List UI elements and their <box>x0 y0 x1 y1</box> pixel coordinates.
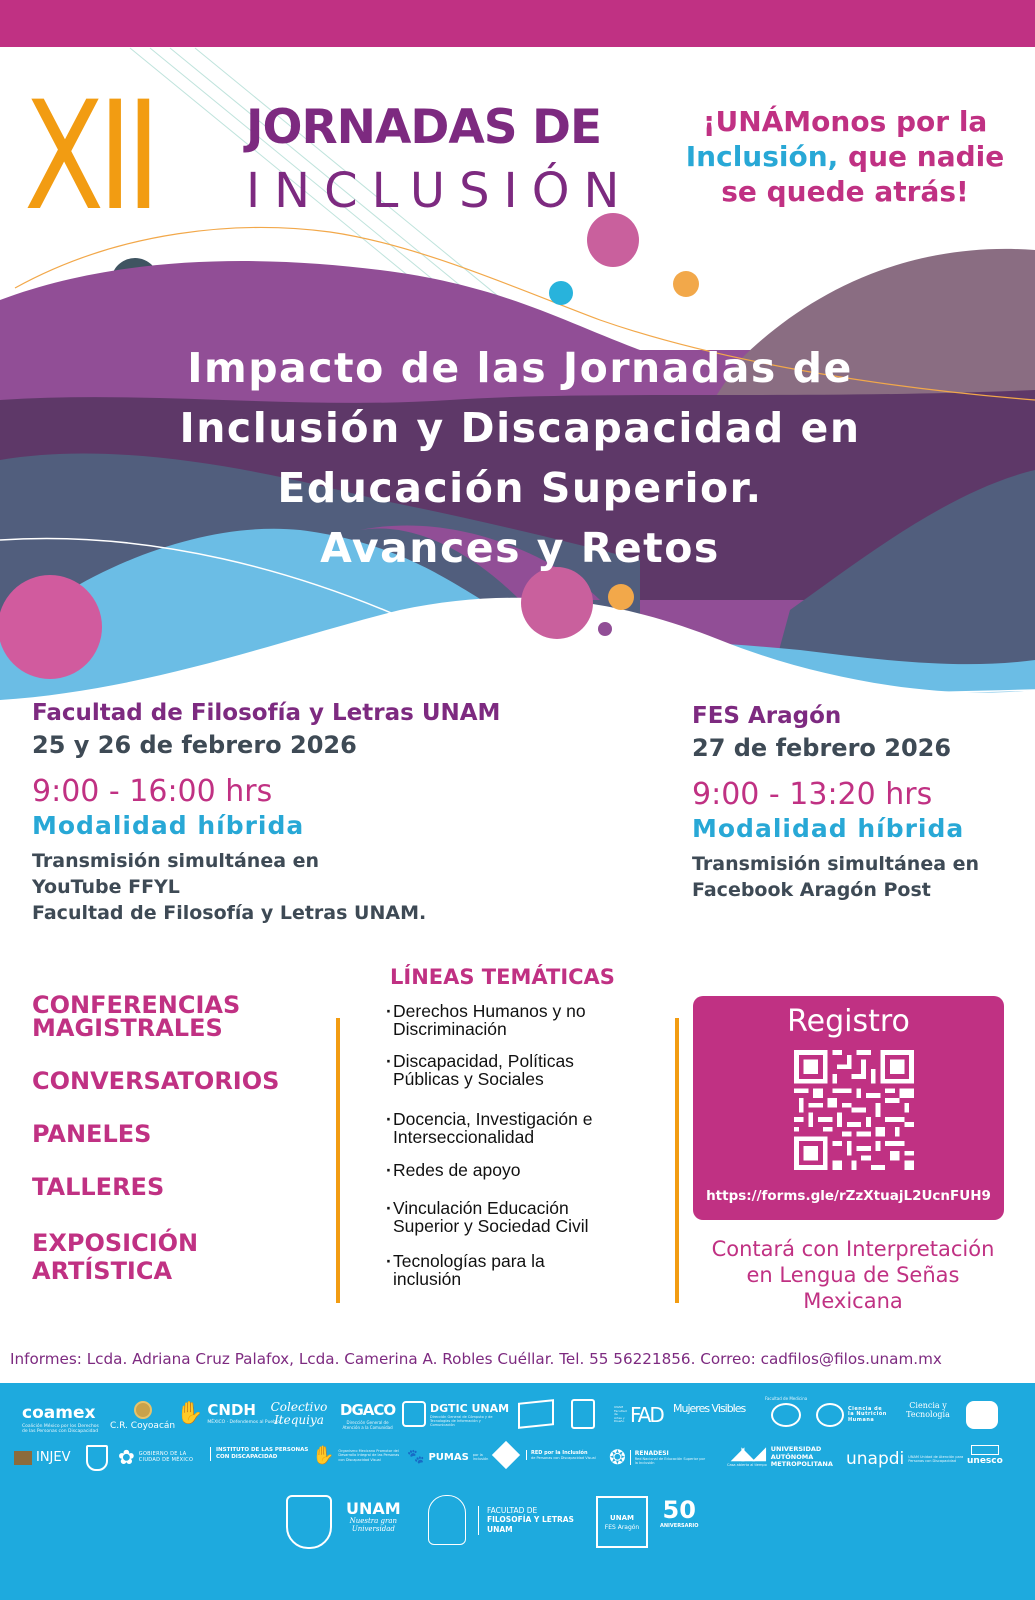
nutrition-icon <box>816 1403 844 1427</box>
logo-unam-nuestra-gran-universidad <box>346 1501 401 1533</box>
thematic-line-item <box>386 1252 545 1288</box>
logo-text: RED por la Inclusión <box>531 1450 588 1456</box>
venue-fes-aragon <box>692 701 1032 903</box>
logo-unapdi <box>846 1449 970 1469</box>
activity-item <box>32 991 241 1042</box>
logo-subtext: MÉXICO · Defendemos al Pueblo <box>207 1420 281 1425</box>
rotary-icon <box>134 1401 152 1419</box>
sign-language-line: en Lengua de Señas <box>746 1263 960 1287</box>
hand-icon: ✋ <box>176 1401 204 1426</box>
injev-mark-icon <box>14 1451 32 1465</box>
activity-label: EXPOSICIÓN <box>32 1229 199 1257</box>
thematic-line-text: Discriminación <box>393 1019 507 1039</box>
logo-subtext: de Personas con Discapacidad Visual <box>531 1456 596 1460</box>
logo-subtext: UNAM Facultad de Artes y Diseño <box>614 1405 627 1424</box>
activity-item <box>32 1067 280 1095</box>
logo-shield <box>86 1445 108 1471</box>
logo-text: FACULTAD DE <box>487 1505 538 1515</box>
main-title-line4: Avances y Retos <box>320 524 720 572</box>
transmission-line: Facultad de Filosofía y Letras UNAM. <box>32 902 427 924</box>
transmission-line: Transmisión simultánea en <box>32 850 320 872</box>
venue-hours: 9:00 - 16:00 hrs <box>32 774 273 809</box>
logo-text: C.R. Coyoacán <box>110 1421 176 1431</box>
unam-shield-icon <box>402 1401 426 1427</box>
medicine-seal-icon <box>771 1403 801 1427</box>
activity-item <box>32 1229 199 1285</box>
sign-language-line: Contará con Interpretación <box>711 1237 995 1261</box>
slogan <box>670 104 1020 209</box>
logo-text: GOBIERNO DE LA CIUDAD DE MÉXICO <box>138 1451 194 1463</box>
activity-label: TALLERES <box>32 1173 165 1201</box>
logo-text: UNIVERSIDAD AUTÓNOMA METROPOLITANA <box>770 1445 833 1469</box>
logo-subtext: Nuestra gran Universidad <box>349 1517 398 1533</box>
logo-building-shield <box>571 1399 595 1429</box>
registration-link[interactable]: https://forms.gle/rZzXtuajL2UcnFUH9 <box>706 1188 991 1204</box>
sign-language-note <box>688 1236 1018 1314</box>
logo-subtext: ANIVERSARIO <box>660 1523 699 1529</box>
transmission-line: Transmisión simultánea en <box>692 853 980 875</box>
thematic-line-text: · Redes de apoyo <box>393 1160 521 1180</box>
logo-subtext: UNAM Unidad de Atención para Personas con Discapacidad <box>908 1454 964 1463</box>
logo-subtext: Coalición México por los Derechos de las Personas con Discapacidad <box>22 1424 99 1434</box>
registration-title: Registro <box>787 1004 910 1039</box>
logo-fes-aragon <box>596 1496 648 1548</box>
thematic-line-item <box>386 1052 574 1088</box>
logo-text: 50 <box>662 1496 696 1524</box>
logo-subtext: Casa abierta al tiempo <box>727 1463 767 1467</box>
transmission-link-youtube[interactable]: YouTube FFYL <box>32 876 180 898</box>
logo-text: CNDH <box>207 1401 256 1419</box>
activity-label: PANELES <box>32 1120 152 1148</box>
activity-item <box>32 1173 165 1201</box>
thematic-line-item <box>386 1002 586 1038</box>
logo-injev <box>14 1450 71 1465</box>
venue-date: 25 y 26 de febrero 2026 <box>32 731 357 759</box>
main-title-line2: Inclusión y Discapacidad en <box>179 404 861 452</box>
paw-icon: 🐾 <box>407 1449 425 1465</box>
renadesi-icon: ❂ <box>609 1445 626 1469</box>
logo-subtext: Organismo Mexicano Promotor del Desarrollo Integral de las Personas con Discapacidad Visual <box>338 1448 400 1462</box>
venue-mode: Modalidad híbrida <box>32 811 305 840</box>
unesco-temple-icon <box>971 1445 999 1455</box>
logo-unesco <box>967 1445 1003 1466</box>
thematic-line-item <box>386 1199 589 1235</box>
activity-label: CONVERSATORIOS <box>32 1067 280 1095</box>
logo-text: UNAM <box>346 1499 401 1518</box>
logo-text: INSTITUTO DE LAS PERSONAS CON DISCAPACIDAD <box>216 1447 309 1460</box>
logo-subtext: Facultad de Medicina <box>765 1396 808 1401</box>
logo-text: coamex <box>22 1403 96 1423</box>
logo-dgaco <box>340 1401 395 1430</box>
logo-text: DGACO <box>340 1401 396 1419</box>
athena-icon <box>428 1495 466 1545</box>
venue-transmission <box>32 848 592 926</box>
logo-text: INJEV <box>36 1450 71 1465</box>
activity-item <box>32 1120 152 1148</box>
thematic-line-text: inclusión <box>393 1269 462 1289</box>
venue-name: FES Aragón <box>692 703 842 729</box>
logo-subtext: Red Nacional de Educación Superior por la Inclusión <box>634 1456 706 1465</box>
logo-subtext: Dirección General de Atención a la Comunidad <box>342 1420 393 1430</box>
sponsor-logo-band <box>0 1383 1035 1600</box>
logo-text: DGTIC UNAM <box>430 1401 510 1415</box>
uam-mark-icon: ◢◣◢ <box>730 1443 764 1464</box>
thematic-line-text: · Tecnologías para la <box>393 1251 545 1271</box>
divider-left <box>336 1018 340 1303</box>
logo-owl <box>966 1401 998 1429</box>
logo-red-inclusion <box>496 1445 601 1465</box>
slogan-highlight: Inclusión, <box>685 140 839 173</box>
venue-date: 27 de febrero 2026 <box>692 734 952 762</box>
logo-fad <box>614 1403 663 1427</box>
thematic-line-item <box>386 1110 592 1146</box>
logo-dgtic-unam <box>402 1401 509 1427</box>
venue-mode: Modalidad híbrida <box>692 814 965 843</box>
thematic-line-text: · Discapacidad, Políticas <box>393 1051 574 1071</box>
logo-cr-coyoacan <box>110 1401 175 1431</box>
logo-subtext: FILOSOFÍA Y LETRAS UNAM <box>487 1514 574 1534</box>
main-title-line3: Educación Superior. <box>277 464 763 512</box>
logo-text: RENADESI <box>634 1449 669 1457</box>
main-title <box>90 338 950 578</box>
logo-50-aniversario <box>660 1498 698 1529</box>
logo-gobierno-cdmx <box>118 1445 199 1469</box>
event-title-line2: INCLUSIÓN <box>246 163 634 219</box>
handshake-icon <box>492 1441 520 1469</box>
thematic-line-text: · Derechos Humanos y no <box>393 1001 586 1021</box>
qr-code-icon[interactable] <box>794 1050 914 1170</box>
thematic-line-text: · Docencia, Investigación e <box>393 1109 593 1129</box>
activity-label: ARTÍSTICA <box>32 1257 173 1285</box>
transmission-link-facebook[interactable]: Facebook Aragón Post <box>692 879 931 901</box>
hand-eye-icon: ✋ <box>312 1445 335 1466</box>
logo-ffyl <box>428 1495 579 1545</box>
logo-unam-shield <box>286 1495 332 1549</box>
venue-transmission <box>692 851 1032 903</box>
thematic-line-text: Interseccionalidad <box>393 1127 535 1147</box>
logo-subtext: FES Aragón <box>604 1523 640 1531</box>
sign-language-line: Mexicana <box>803 1289 903 1313</box>
slogan-line2 <box>670 139 1020 174</box>
logo-organismo-mexicano <box>312 1445 404 1466</box>
logo-mujeres-visibles: Mujeres Visibles <box>673 1402 746 1415</box>
registration-card[interactable] <box>693 996 1004 1220</box>
venue-ffyl <box>32 698 592 926</box>
main-title-line1: Impacto de las Jornadas de <box>187 344 853 392</box>
logo-document <box>518 1399 554 1429</box>
venue-hours: 9:00 - 13:20 hrs <box>692 777 933 812</box>
slogan-line1: ¡UNÁMonos por la <box>702 105 988 138</box>
logo-text: unesco <box>967 1456 1003 1466</box>
logo-ciencia-tecnologia: Ciencia y Tecnología <box>906 1401 950 1419</box>
thematic-line-text: Públicas y Sociales <box>393 1069 544 1089</box>
logo-subtext: Dirección General de Cómputo y de Tecnologías de Información y Comunicación <box>430 1414 493 1427</box>
logo-ciencia-nutricion <box>816 1403 888 1427</box>
edition-number: XII <box>24 70 155 244</box>
logo-subtext: por la Inclusión <box>472 1453 489 1461</box>
logo-text: UNAM <box>610 1513 634 1522</box>
activity-label: CONFERENCIAS <box>32 991 241 1019</box>
slogan-line3: se quede atrás! <box>721 175 969 208</box>
logo-facultad-medicina <box>765 1395 807 1427</box>
logo-cndh <box>176 1401 280 1426</box>
event-title-line1: JORNADAS DE <box>246 100 602 155</box>
cdmx-icon: ✿ <box>118 1445 135 1469</box>
activity-label: MAGISTRALES <box>32 1014 223 1042</box>
thematic-lines-title: LÍNEAS TEMÁTICAS <box>390 965 615 989</box>
slogan-line2-rest: que nadie <box>838 140 1005 173</box>
logo-coamex <box>22 1403 104 1434</box>
logo-pumas <box>407 1449 493 1465</box>
logo-text: PUMAS <box>428 1451 469 1463</box>
venue-name: Facultad de Filosofía y Letras UNAM <box>32 700 501 726</box>
thematic-line-item <box>386 1161 520 1179</box>
logo-text: unapdi <box>846 1449 905 1469</box>
logo-uam <box>727 1443 839 1469</box>
logo-text: FAD <box>630 1403 663 1427</box>
divider-right <box>675 1018 679 1303</box>
logo-renadesi <box>609 1445 707 1469</box>
contact-info: Informes: Lcda. Adriana Cruz Palafox, Lcda. Camerina A. Robles Cuéllar. Tel. 55 56221856. Correo: cadfilos@filos.unam.mx <box>10 1350 942 1368</box>
logo-instituto-personas-discapacidad <box>210 1447 312 1461</box>
logo-colectivo-itequiya: Colectivo Itequiya <box>270 1400 328 1427</box>
thematic-line-text: Superior y Sociedad Civil <box>393 1216 589 1236</box>
logo-text: Ciencia de la Nutrición Humana <box>848 1405 887 1423</box>
thematic-line-text: · Vinculación Educación <box>393 1198 569 1218</box>
